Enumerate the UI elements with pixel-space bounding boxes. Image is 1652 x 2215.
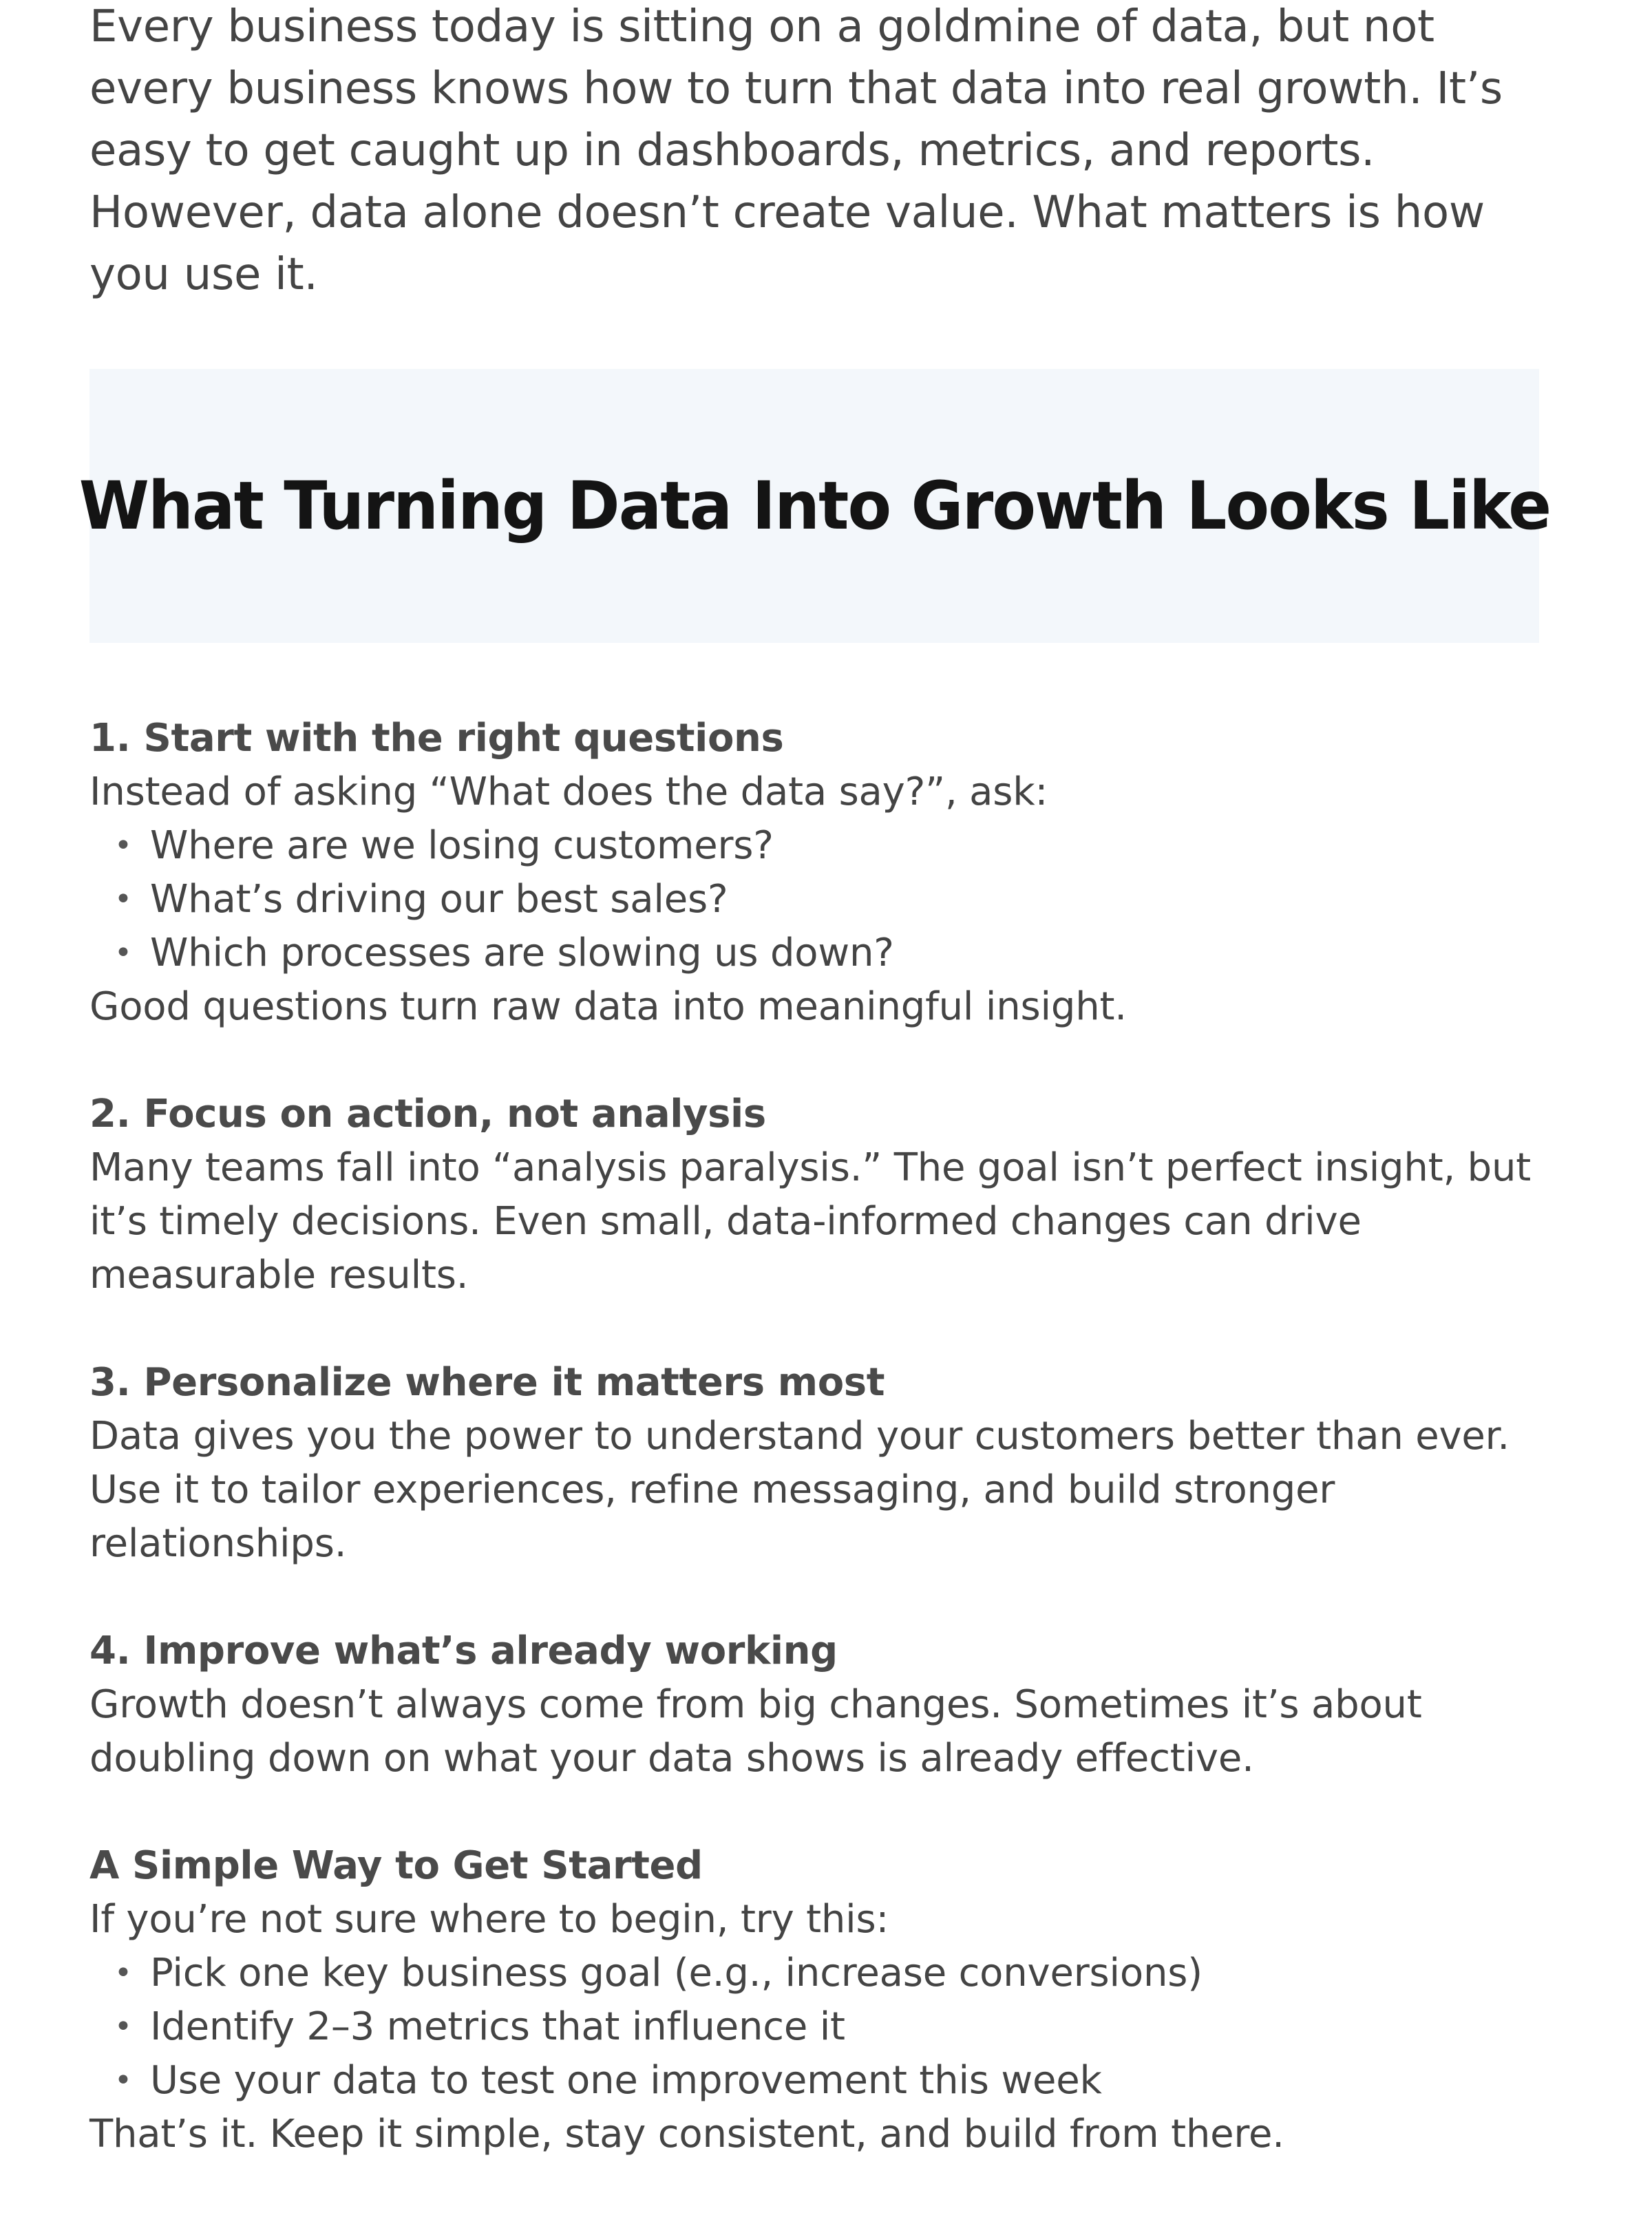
bullet-icon: • <box>114 2009 132 2044</box>
article-body <box>89 712 1569 2215</box>
list-item: • Where are we losing customers? <box>89 819 1569 873</box>
section-improve-working <box>89 1624 1569 1785</box>
section-body: Many teams fall into “analysis paralysis.” The goal isn’t perfect insight, but it’s timely decisions. Even small, data-informed changes can drive measurable results. <box>89 1145 1532 1297</box>
list-item: • Identify 2–3 metrics that influence it <box>89 2000 1569 2054</box>
section-heading: 2. Focus on action, not analysis <box>89 1092 766 1136</box>
list-item: • Which processes are slowing us down? <box>89 926 1569 980</box>
section-heading: 3. Personalize where it matters most <box>89 1360 885 1405</box>
section-heading: A Simple Way to Get Started <box>89 1843 703 1888</box>
section-heading: 4. Improve what’s already working <box>89 1629 838 1673</box>
bullet-icon: • <box>114 935 132 971</box>
section-body: Growth doesn’t always come from big changes. Sometimes it’s about doubling down on what your data shows is already effective. <box>89 1682 1422 1781</box>
section-closing: That’s it. Keep it simple, stay consistent, and build from there. <box>89 2112 1284 2156</box>
section-body: Data gives you the power to understand your customers better than ever. Use it to tailor experiences, refine messaging, and build stronger relationships. <box>89 1414 1510 1566</box>
section-lead: Instead of asking “What does the data say?”, ask: <box>89 770 1048 814</box>
bullet-list <box>89 819 1569 980</box>
list-item: • Use your data to test one improvement this week <box>89 2054 1569 2108</box>
list-item: • What’s driving our best sales? <box>89 873 1569 926</box>
hero-title: What Turning Data Into Growth Looks Like <box>78 467 1550 544</box>
intro-paragraph: Every business today is sitting on a goldmine of data, but not every business knows how to turn that data into real growth. It’s easy to get caught up in dashboards, metrics, and reports. However, data alone doesn’t create value. What matters is how you use it. <box>89 1 1503 300</box>
bullet-icon: • <box>114 882 132 917</box>
hero-banner <box>78 369 1550 643</box>
section-closing: Good questions turn raw data into meaningful insight. <box>89 984 1127 1029</box>
article <box>78 0 1550 2156</box>
section-heading: 1. Start with the right questions <box>89 716 784 761</box>
bullet-icon: • <box>114 2063 132 2098</box>
section-get-started <box>89 1839 1569 2161</box>
bullet-list <box>89 1947 1569 2108</box>
bullet-icon: • <box>114 1956 132 1991</box>
section-right-questions <box>89 712 1569 1034</box>
bullet-icon: • <box>114 828 132 863</box>
section-action-not-analysis <box>89 1088 1569 1302</box>
section-lead: If you’re not sure where to begin, try this: <box>89 1897 889 1942</box>
section-personalize <box>89 1356 1569 1571</box>
list-item: • Pick one key business goal (e.g., increase conversions) <box>89 1947 1569 2000</box>
